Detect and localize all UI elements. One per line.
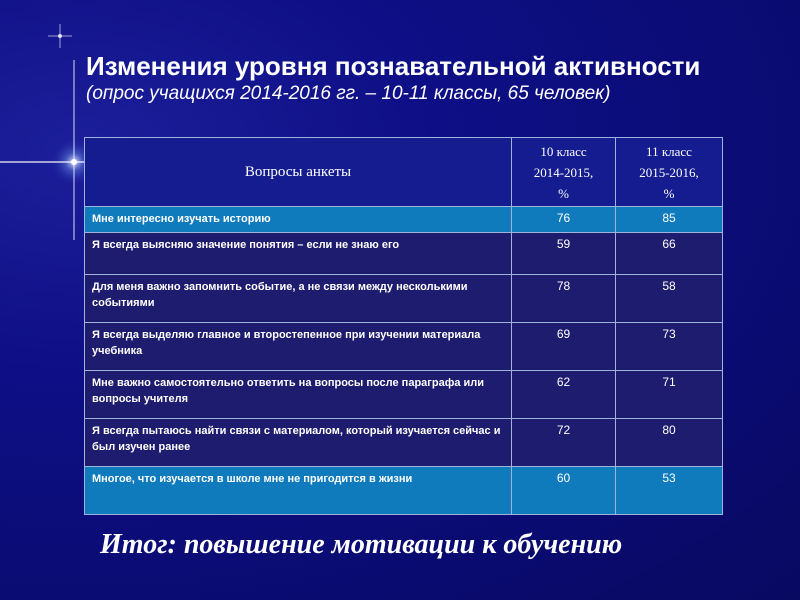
row-value-2015-2016: 53 bbox=[616, 467, 723, 515]
row-value-2014-2015: 72 bbox=[512, 419, 616, 467]
summary-conclusion: Итог: повышение мотивации к обучению bbox=[100, 529, 623, 560]
header-col1-line1: 10 класс bbox=[540, 143, 587, 159]
row-question: Многое, что изучается в школе мне не пригодится в жизни bbox=[85, 467, 512, 515]
row-question: Я всегда выделяю главное и второстепенное при изучении материала учебника bbox=[85, 323, 512, 371]
header-col1-line3: % bbox=[558, 185, 569, 201]
row-question: Я всегда выясняю значение понятия – если не знаю его bbox=[85, 233, 512, 275]
row-value-2014-2015: 69 bbox=[512, 323, 616, 371]
header-col1-line2: 2014-2015, bbox=[533, 164, 594, 180]
table-row bbox=[85, 419, 723, 467]
table-row bbox=[85, 371, 723, 419]
survey-table bbox=[84, 137, 723, 515]
header-col-10-class bbox=[512, 138, 616, 207]
row-value-2015-2016: 66 bbox=[616, 233, 723, 275]
table-header-row bbox=[85, 138, 723, 207]
slide-subtitle: (опрос учащихся 2014-2016 гг. – 10-11 классы, 65 человек) bbox=[86, 83, 611, 104]
row-value-2014-2015: 78 bbox=[512, 275, 616, 323]
row-question: Для меня важно запомнить событие, а не связи между несколькими событиями bbox=[85, 275, 512, 323]
header-col2-line2: 2015-2016, bbox=[639, 164, 699, 180]
table-row bbox=[85, 207, 723, 233]
table-row bbox=[85, 275, 723, 323]
table-row bbox=[85, 233, 723, 275]
row-question: Мне интересно изучать историю bbox=[85, 207, 512, 233]
header-col-11-class bbox=[616, 138, 723, 207]
row-value-2015-2016: 80 bbox=[616, 419, 723, 467]
row-value-2014-2015: 59 bbox=[512, 233, 616, 275]
slide-title: Изменения уровня познавательной активности bbox=[86, 51, 701, 81]
table-row bbox=[85, 467, 723, 515]
row-value-2014-2015: 76 bbox=[512, 207, 616, 233]
row-value-2015-2016: 85 bbox=[616, 207, 723, 233]
row-value-2014-2015: 60 bbox=[512, 467, 616, 515]
header-col2-line3: % bbox=[663, 185, 675, 201]
row-value-2015-2016: 71 bbox=[616, 371, 723, 419]
header-col2-line1: 11 класс bbox=[646, 143, 692, 159]
row-value-2015-2016: 58 bbox=[616, 275, 723, 323]
header-questions: Вопросы анкеты bbox=[85, 138, 512, 207]
row-question: Мне важно самостоятельно ответить на вопросы после параграфа или вопросы учителя bbox=[85, 371, 512, 419]
row-value-2015-2016: 73 bbox=[616, 323, 723, 371]
table-row bbox=[85, 323, 723, 371]
row-question: Я всегда пытаюсь найти связи с материалом, который изучается сейчас и был изучен ранее bbox=[85, 419, 512, 467]
row-value-2014-2015: 62 bbox=[512, 371, 616, 419]
